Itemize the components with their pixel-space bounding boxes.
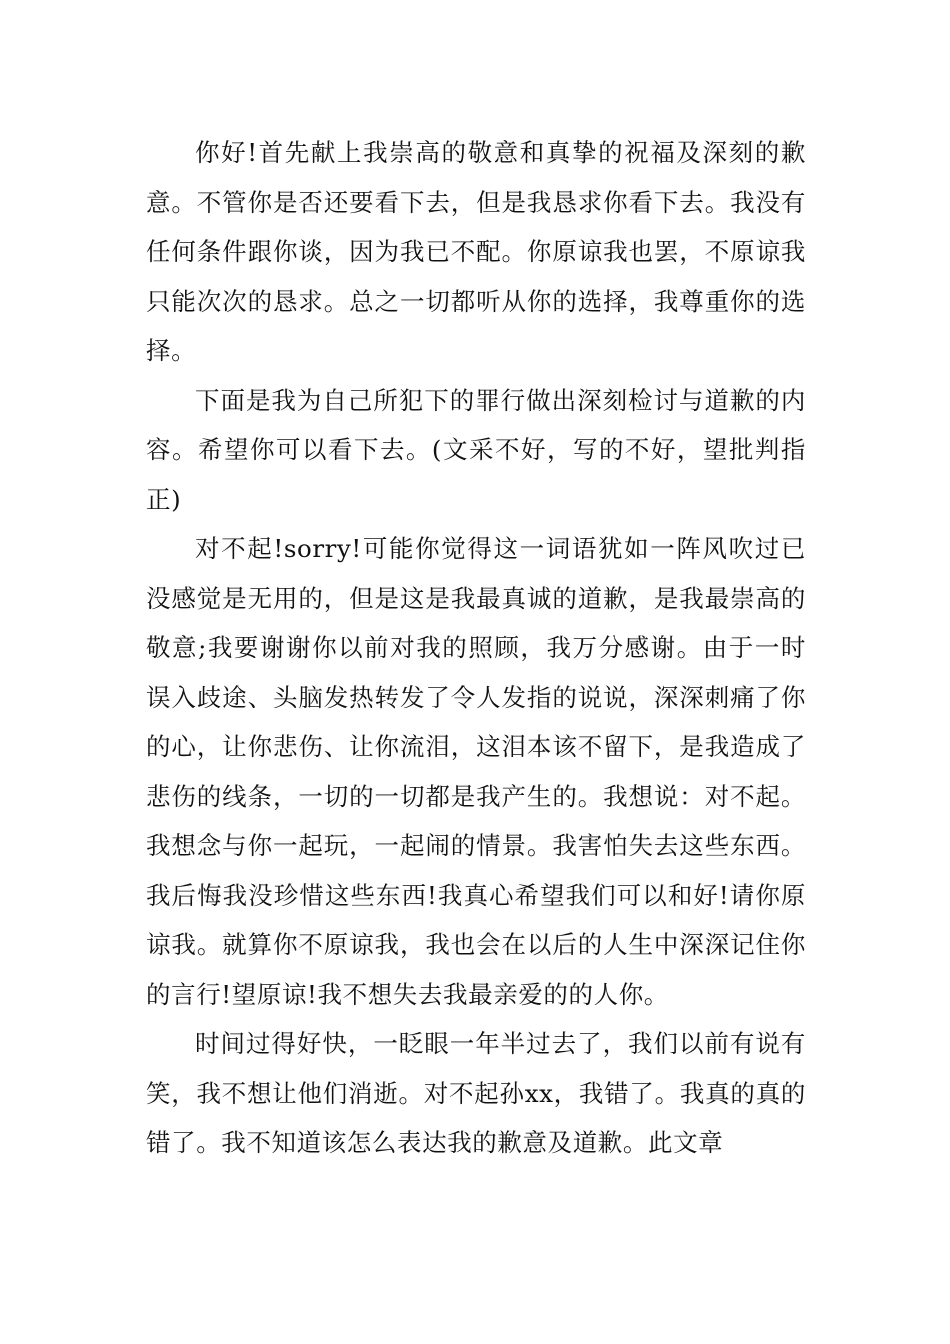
paragraph-apology: 对不起!sorry!可能你觉得这一词语犹如一阵风吹过已没感觉是无用的，但是这是我最真诚的道歉，是我最崇高的敬意;我要谢谢你以前对我的照顾，我万分感谢。由于一时误入歧途、头脑发热转发了令人发指的说说，深深刺痛了你的心，让你悲伤、让你流泪，这泪本该不留下，是我造成了悲伤的线条，一切的一切都是我产生的。我想说：对不起。我想念与你一起玩，一起闹的情景。我害怕失去这些东西。我后悔我没珍惜这些东西!我真心希望我们可以和好!请你原谅我。就算你不原谅我，我也会在以后的人生中深深记住你的言行!望原谅!我不想失去我最亲爱的的人你。 [146, 534, 806, 1009]
paragraph-time: 时间过得好快，一眨眼一年半过去了，我们以前有说有笑，我不想让他们消逝。对不起孙xx，我错了。我真的真的错了。我不知道该怎么表达我的歉意及道歉。此文章 [146, 1029, 806, 1157]
paragraph-intro: 下面是我为自己所犯下的罪行做出深刻检讨与道歉的内容。希望你可以看下去。(文采不好，写的不好，望批判指正) [146, 385, 806, 514]
document-body [146, 128, 806, 1168]
paragraph-greeting: 你好!首先献上我崇高的敬意和真挚的祝福及深刻的歉意。不管你是否还要看下去，但是我恳求你看下去。我没有任何条件跟你谈，因为我已不配。你原谅我也罢，不原谅我只能次次的恳求。总之一切都听从你的选择，我尊重你的选择。 [146, 138, 806, 365]
